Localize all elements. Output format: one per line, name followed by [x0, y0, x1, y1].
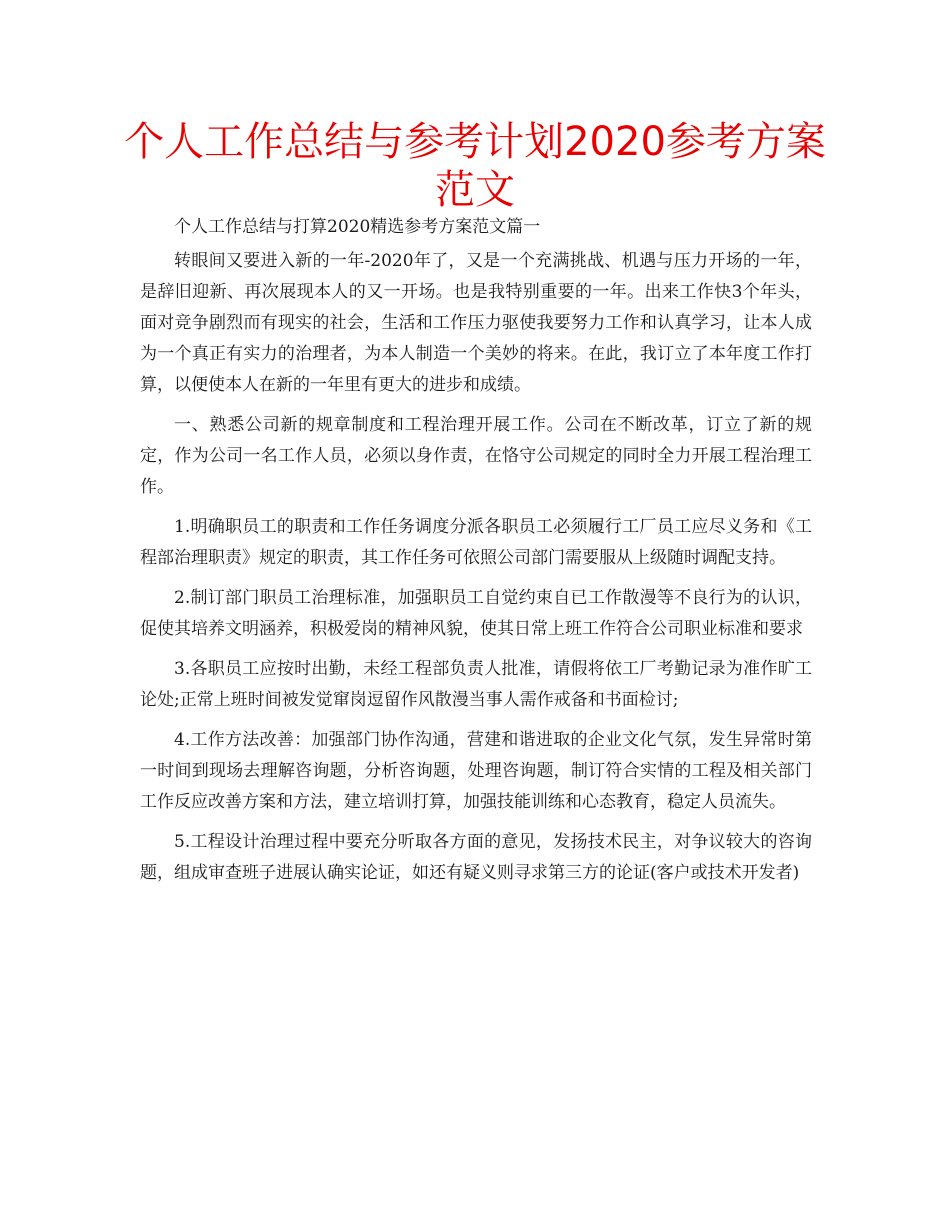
paragraph-item-3: 3.各职员工应按时出勤，未经工程部负责人批准，请假将依工厂考勤记录为准作旷工论处;正常上班时间被发觉窜岗逗留作风散漫当事人需作戒备和书面检讨;	[140, 659, 812, 710]
paragraph-item-5: 5.工程设计治理过程中要充分听取各方面的意见，发扬技术民主，对争议较大的咨询题，组成审查班子进展认确实论证，如还有疑义则寻求第三方的论证(客户或技术开发者)	[140, 832, 812, 883]
paragraph-intro: 转眼间又要进入新的一年-2020年了，又是一个充满挑战、机遇与压力开场的一年，是辞旧迎新、再次展现本人的又一开场。也是我特别重要的一年。出来工作快3个年头，面对竞争剧烈而有现实的社会，生活和工作压力驱使我要努力工作和认真学习，让本人成为一个真正有实力的治理者，为本人制造一个美妙的将来。在此，我订立了本年度工作打算，以便使本人在新的一年里有更大的进步和成绩。	[140, 251, 812, 395]
paragraph-item-4: 4.工作方法改善：加强部门协作沟通，营建和谐进取的企业文化气氛，发生异常时第一时间到现场去理解咨询题，分析咨询题，处理咨询题，制订符合实情的工程及相关部门工作反应改善方案和方法，建立培训打算，加强技能训练和心态教育，稳定人员流失。	[140, 730, 812, 812]
paragraph-section-one: 一、熟悉公司新的规章制度和工程治理开展工作。公司在不断改革，订立了新的规定，作为公司一名工作人员，必须以身作责，在恪守公司规定的同时全力开展工程治理工作。	[140, 415, 812, 497]
paragraph-item-1: 1.明确职员工的职责和工作任务调度分派各职员工必须履行工厂员工应尽义务和《工程部治理职责》规定的职责，其工作任务可依照公司部门需要服从上级随时调配支持。	[140, 517, 812, 568]
paragraph-item-2: 2.制订部门职员工治理标准，加强职员工自觉约束自已工作散漫等不良行为的认识，促使其培养文明涵养，积极爱岗的精神风貌，使其日常上班工作符合公司职业标准和要求	[140, 588, 812, 639]
section-subtitle: 个人工作总结与打算2020精选参考方案范文篇一	[174, 217, 541, 237]
document-body	[140, 212, 812, 898]
document-title: 个人工作总结与参考计划2020参考方案范文	[124, 119, 826, 213]
